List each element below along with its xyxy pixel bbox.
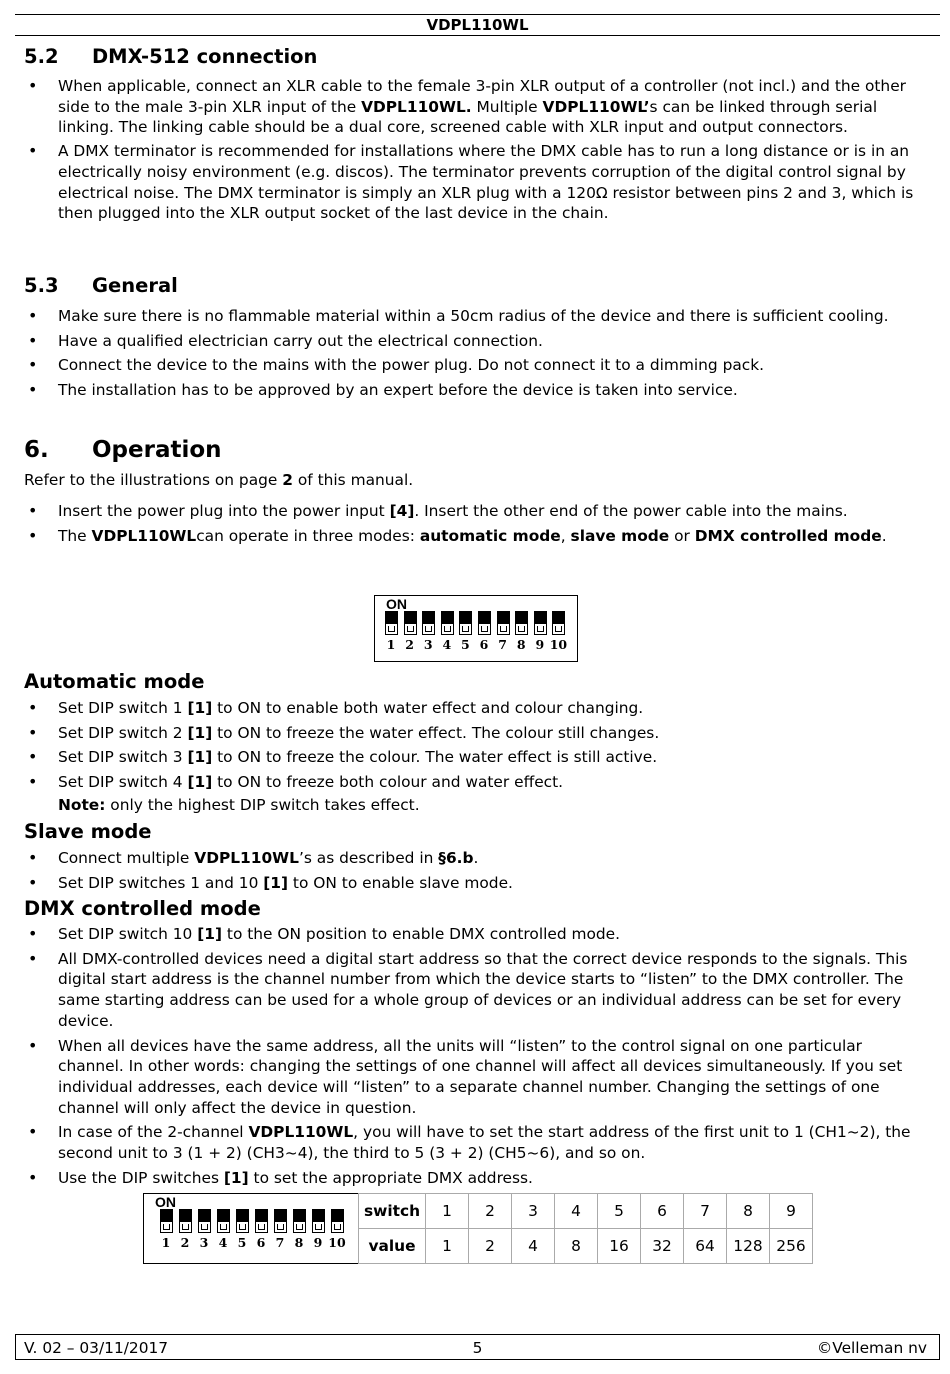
dip-switch-number: 6 bbox=[479, 637, 489, 652]
automatic-mode-note: Note: only the highest DIP switch takes effect. bbox=[58, 795, 420, 814]
dip-switch bbox=[293, 1209, 306, 1233]
dip-switch bbox=[274, 1209, 287, 1233]
row-header-switch: switch bbox=[359, 1194, 426, 1229]
list-item: • Set DIP switch 1 [1] to ON to enable both water effect and colour changing. bbox=[24, 698, 914, 719]
section-5-2-heading: 5.2 DMX-512 connection bbox=[24, 45, 318, 68]
automatic-mode-list bbox=[24, 698, 914, 816]
table-cell: 2 bbox=[469, 1194, 512, 1229]
dmx-mode-list bbox=[24, 924, 914, 1188]
list-item: • The installation has to be approved by an expert before the device is taken into service. bbox=[24, 380, 914, 401]
table-row bbox=[359, 1194, 813, 1229]
dip-switch bbox=[331, 1209, 344, 1233]
header-title: VDPL110WL bbox=[426, 16, 529, 34]
dip-switch-number: 5 bbox=[461, 637, 470, 652]
list-item: • When all devices have the same address, all the units will “listen” to the control signal on one particular channel. In other words: changing the settings of one channel will affect all devices simultaneously. If you set individual addresses, each device will “listen” to a separate channel number. Changing the settings of one channel will only affect the device in question. bbox=[24, 1036, 914, 1119]
list-item: • Set DIP switch 2 [1] to ON to freeze the water effect. The colour still changes. bbox=[24, 723, 914, 744]
dip-switch-number: 4 bbox=[442, 637, 452, 652]
dip-switch bbox=[236, 1209, 249, 1233]
dip-switch bbox=[160, 1209, 173, 1233]
table-cell: 4 bbox=[555, 1194, 598, 1229]
section-6-heading: 6. Operation bbox=[24, 437, 222, 463]
list-item: • Have a qualified electrician carry out the electrical connection. bbox=[24, 331, 914, 352]
dip-switch bbox=[441, 611, 454, 635]
dip-switch bbox=[534, 611, 547, 635]
table-cell: 256 bbox=[770, 1229, 813, 1264]
dip-switch-number: 5 bbox=[237, 1235, 247, 1250]
slave-mode-heading: Slave mode bbox=[24, 820, 152, 843]
table-cell: 5 bbox=[598, 1194, 641, 1229]
table-cell: 3 bbox=[512, 1194, 555, 1229]
list-item: • Set DIP switch 4 [1] to ON to freeze both colour and water effect. bbox=[24, 772, 914, 793]
dip-switch bbox=[497, 611, 510, 635]
dip-switch-number: 7 bbox=[275, 1235, 285, 1250]
list-item: • A DMX terminator is recommended for installations where the DMX cable has to run a long distance or is in an electrically noisy environment (e.g. discos). The terminator prevents corruption of the digital control signal by electrical noise. The DMX terminator is simply an XLR plug with a 120Ω resistor between pins 2 and 3, which is then plugged into the XLR output socket of the last device in the chain. bbox=[24, 141, 914, 224]
dip-switch-number: 4 bbox=[218, 1235, 228, 1250]
list-item: • When applicable, connect an XLR cable to the female 3-pin XLR output of a controller (not incl.) and the other side to the male 3-pin XLR input of the VDPL110WL. Multiple VDPL110WL’s can be linked through serial linking. The linking cable should be a dual core, screened cable with XLR input and output connectors. bbox=[24, 76, 914, 138]
table-cell: 8 bbox=[727, 1194, 770, 1229]
dmx-address-table bbox=[358, 1193, 813, 1264]
automatic-mode-heading: Automatic mode bbox=[24, 670, 205, 693]
dip-switch-number: 6 bbox=[256, 1235, 266, 1250]
table-cell: 4 bbox=[512, 1229, 555, 1264]
table-cell: 2 bbox=[469, 1229, 512, 1264]
row-header-value: value bbox=[359, 1229, 426, 1264]
section-5-3-list bbox=[24, 306, 914, 401]
dip-switch bbox=[404, 611, 417, 635]
table-cell: 8 bbox=[555, 1229, 598, 1264]
dip-switch-number: 10 bbox=[328, 1235, 346, 1250]
footer-version: V. 02 – 03/11/2017 bbox=[24, 1339, 169, 1357]
list-item: • Set DIP switch 10 [1] to the ON position to enable DMX controlled mode. bbox=[24, 924, 914, 945]
dip-switch bbox=[255, 1209, 268, 1233]
list-item: • Set DIP switch 3 [1] to ON to freeze the colour. The water effect is still active. bbox=[24, 747, 914, 768]
dmx-mode-heading: DMX controlled mode bbox=[24, 897, 261, 920]
list-item: • Connect multiple VDPL110WL’s as described in §6.b. bbox=[24, 848, 914, 869]
table-cell: 1 bbox=[426, 1229, 469, 1264]
dip-switch bbox=[459, 611, 472, 635]
dip-switch-number: 10 bbox=[549, 637, 568, 652]
dip-switch bbox=[312, 1209, 325, 1233]
dip-switch-number: 3 bbox=[199, 1235, 209, 1250]
list-item: • In case of the 2-channel VDPL110WL, you will have to set the start address of the first unit to 1 (CH1~2), the second unit to 3 (1 + 2) (CH3~4), the third to 5 (3 + 2) (CH5~6), and so on. bbox=[24, 1122, 914, 1163]
table-cell: 16 bbox=[598, 1229, 641, 1264]
dip-switch-number: 1 bbox=[386, 637, 396, 652]
slave-mode-list bbox=[24, 848, 914, 893]
dip-switch bbox=[217, 1209, 230, 1233]
dip-switch-number: 8 bbox=[294, 1235, 304, 1250]
list-item: • Insert the power plug into the power input [4]. Insert the other end of the power cable into the mains. bbox=[24, 501, 914, 522]
dip-switch-number: 9 bbox=[313, 1235, 323, 1250]
list-item: • Use the DIP switches [1] to set the appropriate DMX address. bbox=[24, 1168, 914, 1189]
list-item: • Set DIP switches 1 and 10 [1] to ON to enable slave mode. bbox=[24, 873, 914, 894]
table-cell: 9 bbox=[770, 1194, 813, 1229]
section-6-intro: Refer to the illustrations on page 2 of this manual. bbox=[24, 471, 414, 489]
dip-switch-number: 2 bbox=[180, 1235, 190, 1250]
table-cell: 6 bbox=[641, 1194, 684, 1229]
page-header bbox=[15, 14, 940, 36]
dip-switch bbox=[198, 1209, 211, 1233]
dip-switch-diagram bbox=[374, 595, 578, 662]
dip-switch-number: 2 bbox=[405, 637, 414, 652]
table-row bbox=[359, 1229, 813, 1264]
dip-switch bbox=[552, 611, 565, 635]
dip-switch-number: 7 bbox=[498, 637, 507, 652]
dip-switch-number: 1 bbox=[161, 1235, 171, 1250]
table-cell: 1 bbox=[426, 1194, 469, 1229]
section-5-2-list bbox=[24, 76, 914, 224]
dip-switch-diagram-address bbox=[143, 1193, 359, 1264]
dip-switch-number: 3 bbox=[423, 637, 433, 652]
list-item: • All DMX-controlled devices need a digital start address so that the correct device responds to the signals. This digital start address is the channel number from which the device starts to “listen” to the DMX controller. The same starting address can be used for a whole group of devices or an individual address can be set for every device. bbox=[24, 949, 914, 1032]
list-item: • Connect the device to the mains with the power plug. Do not connect it to a dimming pack. bbox=[24, 355, 914, 376]
dip-on-label: ON bbox=[155, 1194, 176, 1210]
table-cell: 7 bbox=[684, 1194, 727, 1229]
section-5-3-heading: 5.3 General bbox=[24, 274, 178, 297]
list-item: • Make sure there is no flammable material within a 50cm radius of the device and there is sufficient cooling. bbox=[24, 306, 914, 327]
table-cell: 32 bbox=[641, 1229, 684, 1264]
section-6-list bbox=[24, 501, 914, 546]
dip-switch bbox=[515, 611, 528, 635]
dip-switch bbox=[422, 611, 435, 635]
dip-on-label: ON bbox=[386, 596, 407, 612]
page-footer bbox=[15, 1334, 940, 1360]
list-item: • The VDPL110WLcan operate in three modes: automatic mode, slave mode or DMX controlled mode. bbox=[24, 526, 914, 547]
dip-switch-number: 8 bbox=[516, 637, 526, 652]
dip-switch-number: 9 bbox=[535, 637, 545, 652]
footer-page-number: 5 bbox=[472, 1339, 483, 1357]
dip-switch bbox=[385, 611, 398, 635]
footer-copyright: ©Velleman nv bbox=[816, 1339, 927, 1357]
table-cell: 128 bbox=[727, 1229, 770, 1264]
dip-switch bbox=[179, 1209, 192, 1233]
table-cell: 64 bbox=[684, 1229, 727, 1264]
dip-switch bbox=[478, 611, 491, 635]
